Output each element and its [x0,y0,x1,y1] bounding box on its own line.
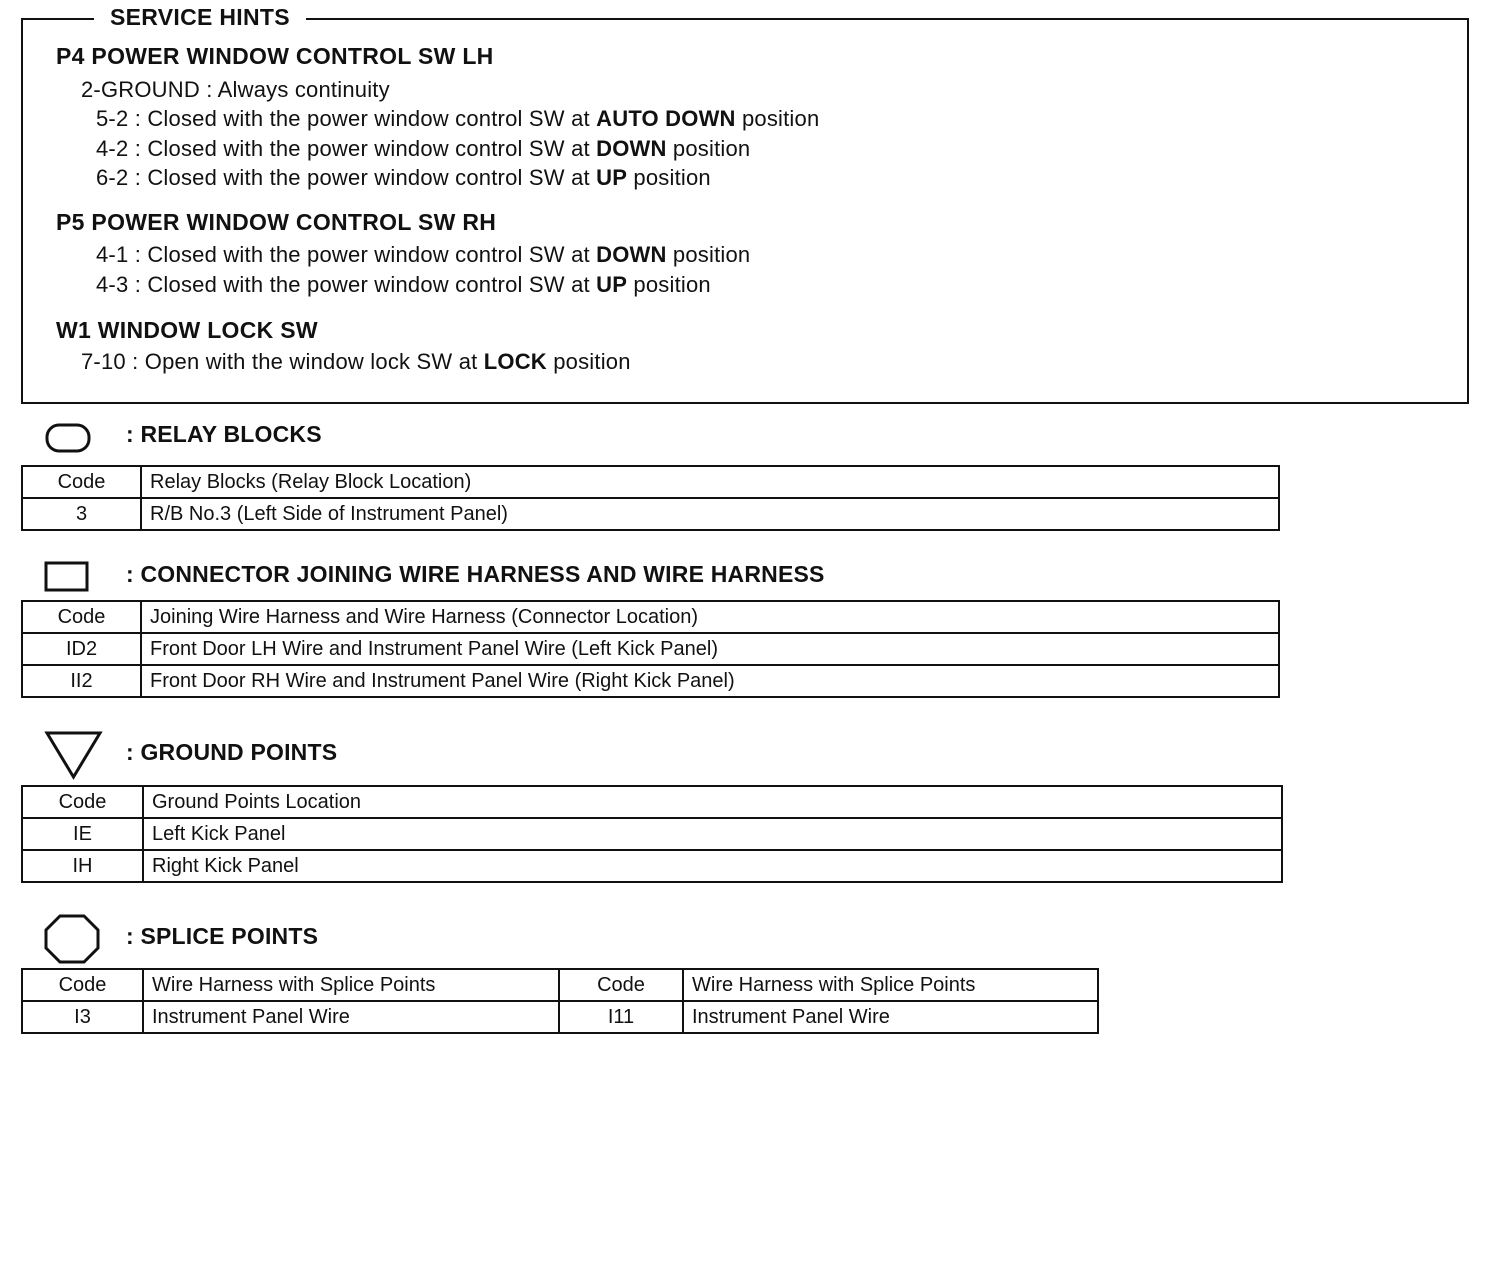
splice-point-symbol-icon [43,913,101,965]
description-cell: Front Door RH Wire and Instrument Panel Wire (Right Kick Panel) [141,665,1279,697]
description-header: Relay Blocks (Relay Block Location) [141,466,1279,498]
table-row [22,818,1282,850]
description-header: Joining Wire Harness and Wire Harness (Connector Location) [141,601,1279,633]
p4-hint-ground: 2-GROUND : Always continuity [81,77,390,102]
description-cell: R/B No.3 (Left Side of Instrument Panel) [141,498,1279,530]
code-header: Code [22,466,141,498]
p5-hint-4-3: 4-3 : Closed with the power window control SW at UP position [96,272,711,297]
table-row [22,850,1282,882]
splice-points-legend: : SPLICE POINTS [126,923,319,949]
code-cell: IH [22,850,143,882]
p4-heading: P4 POWER WINDOW CONTROL SW LH [56,43,494,69]
description-cell: Right Kick Panel [143,850,1282,882]
code-cell: I11 [559,1001,683,1033]
table-header-row [22,969,1098,1001]
description-cell: Instrument Panel Wire [683,1001,1098,1033]
ground-point-symbol-icon [43,729,105,781]
ground-points-table [21,785,1283,883]
p4-hint-6-2: 6-2 : Closed with the power window control SW at UP position [96,165,711,190]
ground-points-legend: : GROUND POINTS [126,739,338,765]
code-cell: 3 [22,498,141,530]
description-cell: Left Kick Panel [143,818,1282,850]
connector-table [21,600,1280,698]
description-cell: Instrument Panel Wire [143,1001,559,1033]
relay-blocks-legend: : RELAY BLOCKS [126,421,322,447]
code-cell: ID2 [22,633,141,665]
code-cell: II2 [22,665,141,697]
relay-blocks-table [21,465,1280,531]
p5-heading: P5 POWER WINDOW CONTROL SW RH [56,209,497,235]
code-header: Code [22,601,141,633]
description-header: Ground Points Location [143,786,1282,818]
description-header: Wire Harness with Splice Points [683,969,1098,1001]
p4-hint-4-2: 4-2 : Closed with the power window control SW at DOWN position [96,136,751,161]
code-header: Code [559,969,683,1001]
splice-points-table [21,968,1099,1034]
code-header: Code [22,969,143,1001]
w1-heading: W1 WINDOW LOCK SW [56,317,318,343]
table-header-row [22,601,1279,633]
p4-hint-5-2: 5-2 : Closed with the power window control SW at AUTO DOWN position [96,106,820,131]
description-cell: Front Door LH Wire and Instrument Panel Wire (Left Kick Panel) [141,633,1279,665]
w1-hint-7-10: 7-10 : Open with the window lock SW at LOCK position [81,349,631,374]
table-header-row [22,466,1279,498]
code-cell: IE [22,818,143,850]
description-header: Wire Harness with Splice Points [143,969,559,1001]
service-hints-title: SERVICE HINTS [94,4,306,31]
table-header-row [22,786,1282,818]
relay-block-symbol-icon [44,422,94,454]
table-row [22,665,1279,697]
code-cell: I3 [22,1001,143,1033]
code-header: Code [22,786,143,818]
connector-legend: : CONNECTOR JOINING WIRE HARNESS AND WIRE HARNESS [126,561,825,587]
table-row [22,633,1279,665]
table-row [22,498,1279,530]
p5-hint-4-1: 4-1 : Closed with the power window control SW at DOWN position [96,242,751,267]
connector-symbol-icon [43,560,91,594]
table-row [22,1001,1098,1033]
